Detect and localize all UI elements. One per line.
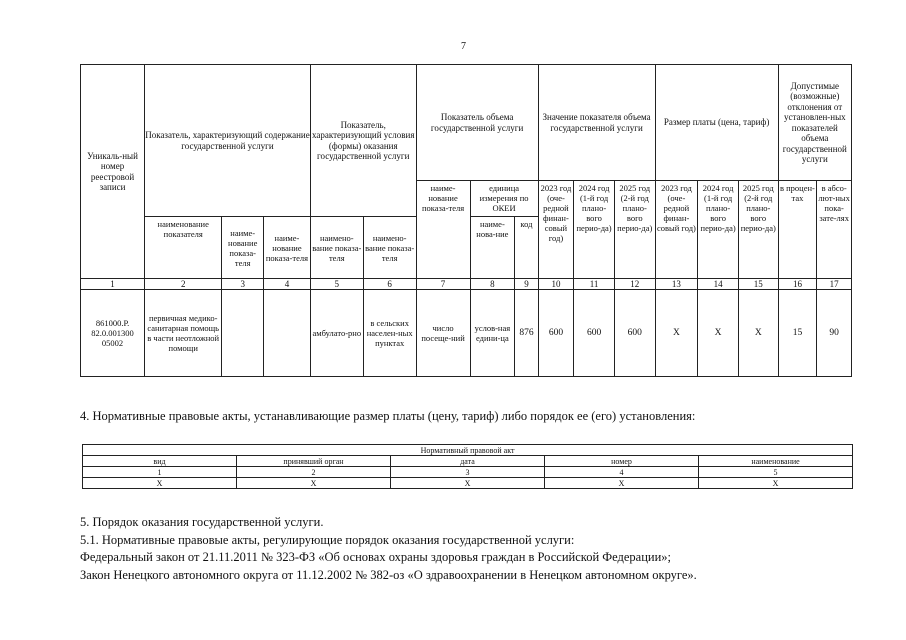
fee-2025-cell: Х bbox=[738, 290, 778, 377]
column-number: 3 bbox=[391, 467, 545, 478]
legal-act-cell: Х bbox=[699, 478, 853, 489]
legal-act-cell: Х bbox=[83, 478, 237, 489]
header-value-2024: 2024 год (1-й год плано-вого перио-да) bbox=[574, 181, 615, 279]
section-4-title: 4. Нормативные правовые акты, устанавливающие размер платы (цену, тариф) либо порядок ее (его) установления: bbox=[80, 409, 696, 423]
fee-2023-cell: Х bbox=[655, 290, 698, 377]
header-unit-name: наиме-нова-ние bbox=[470, 217, 515, 279]
legal-act-column-type: вид bbox=[83, 456, 237, 467]
legal-act-column-authority: принявший орган bbox=[237, 456, 391, 467]
column-number: 12 bbox=[614, 279, 655, 290]
deviation-percent-cell: 15 bbox=[778, 290, 817, 377]
column-number: 7 bbox=[416, 279, 470, 290]
unit-name-cell: услов-ная едини-ца bbox=[470, 290, 515, 377]
column-number: 5 bbox=[699, 467, 853, 478]
header-registry-number: Уникаль-ный номер реестровой записи bbox=[81, 65, 145, 279]
header-unit-code: код bbox=[515, 217, 538, 279]
column-number: 4 bbox=[264, 279, 311, 290]
column-number: 13 bbox=[655, 279, 698, 290]
column-number: 5 bbox=[310, 279, 363, 290]
content-indicator-cell-2 bbox=[222, 290, 264, 377]
column-number: 8 bbox=[470, 279, 515, 290]
value-2024-cell: 600 bbox=[574, 290, 615, 377]
column-number: 16 bbox=[778, 279, 817, 290]
registry-number-cell: 861000.Р. 82.0.001300 05002 bbox=[81, 290, 145, 377]
column-number: 1 bbox=[81, 279, 145, 290]
header-deviation: Допустимые (возможные) отклонения от установлен-ных показателей объема государственной услуги bbox=[778, 65, 851, 181]
header-content-name-3: наиме-нование показа-теля bbox=[264, 217, 311, 279]
column-number: 11 bbox=[574, 279, 615, 290]
legal-act-column-number: номер bbox=[545, 456, 699, 467]
header-condition-name-2: наимено-вание показа-теля bbox=[363, 217, 416, 279]
legal-act-column-date: дата bbox=[391, 456, 545, 467]
federal-law-reference: Федеральный закон от 21.11.2011 № 323-ФЗ «Об основах охраны здоровья граждан в Российской Федерации»; bbox=[80, 550, 672, 564]
header-value-2023: 2023 год (оче-редной финан-совый год) bbox=[538, 181, 574, 279]
unit-code-cell: 876 bbox=[515, 290, 538, 377]
column-number: 1 bbox=[83, 467, 237, 478]
column-number: 15 bbox=[738, 279, 778, 290]
column-number: 2 bbox=[237, 467, 391, 478]
header-conditions-indicator: Показатель, характеризующий условия (формы) оказания государственной услуги bbox=[310, 65, 416, 217]
header-fee-2023: 2023 год (оче-редной финан-совый год) bbox=[655, 181, 698, 279]
header-unit-okei: единица измерения по ОКЕИ bbox=[470, 181, 538, 217]
condition-cell-1: амбулато-рно bbox=[310, 290, 363, 377]
column-number: 3 bbox=[222, 279, 264, 290]
header-fee: Размер платы (цена, тариф) bbox=[655, 65, 778, 181]
header-content-indicator: Показатель, характеризующий содержание государственной услуги bbox=[145, 65, 311, 217]
content-indicator-cell-3 bbox=[264, 290, 311, 377]
column-number: 14 bbox=[698, 279, 739, 290]
legal-acts-table bbox=[82, 444, 853, 489]
legal-act-column-name: наименование bbox=[699, 456, 853, 467]
volume-name-cell: число посеще-ний bbox=[416, 290, 470, 377]
section-5-1-title: 5.1. Нормативные правовые акты, регулирующие порядок оказания государственной услуги: bbox=[80, 532, 575, 547]
header-volume-value: Значение показателя объема государственной услуги bbox=[538, 65, 655, 181]
header-condition-name-1: наимено-вание показа-теля bbox=[310, 217, 363, 279]
section-5-title: 5. Порядок оказания государственной услуги. bbox=[80, 515, 324, 529]
header-content-name-2: наиме-нование показа-теля bbox=[222, 217, 264, 279]
page-number: 7 bbox=[461, 41, 466, 52]
volume-indicators-table bbox=[80, 64, 852, 377]
header-fee-2024: 2024 год (1-й год плано-вого перио-да) bbox=[698, 181, 739, 279]
header-value-2025: 2025 год (2-й год плано-вого перио-да) bbox=[614, 181, 655, 279]
fee-2024-cell: Х bbox=[698, 290, 739, 377]
legal-act-cell: Х bbox=[391, 478, 545, 489]
column-number: 6 bbox=[363, 279, 416, 290]
legal-act-cell: Х bbox=[545, 478, 699, 489]
column-number: 10 bbox=[538, 279, 574, 290]
value-2023-cell: 600 bbox=[538, 290, 574, 377]
legal-act-header: Нормативный правовой акт bbox=[83, 445, 853, 456]
header-deviation-percent: в процен-тах bbox=[778, 181, 817, 279]
legal-act-cell: Х bbox=[237, 478, 391, 489]
header-content-name-1: наименование показателя bbox=[145, 217, 222, 279]
column-number: 17 bbox=[817, 279, 852, 290]
content-indicator-cell: первичная медико-санитарная помощь в части неотложной помощи bbox=[145, 290, 222, 377]
column-number: 2 bbox=[145, 279, 222, 290]
condition-cell-2: в сельских населен-ных пунктах bbox=[363, 290, 416, 377]
header-fee-2025: 2025 год (2-й год плано-вого перио-да) bbox=[738, 181, 778, 279]
table-row bbox=[83, 478, 853, 489]
header-deviation-absolute: в абсо-лют-ных пока-зате-лях bbox=[817, 181, 852, 279]
header-volume-indicator: Показатель объема государственной услуги bbox=[416, 65, 538, 181]
deviation-absolute-cell: 90 bbox=[817, 290, 852, 377]
column-number: 4 bbox=[545, 467, 699, 478]
value-2025-cell: 600 bbox=[614, 290, 655, 377]
regional-law-reference: Закон Ненецкого автономного округа от 11.12.2002 № 382-оз «О здравоохранении в Ненецком автономном округе». bbox=[80, 567, 697, 582]
header-volume-name: наиме-нование показа-теля bbox=[416, 181, 470, 279]
column-number: 9 bbox=[515, 279, 538, 290]
table-row bbox=[81, 290, 852, 377]
service-procedure-section bbox=[80, 514, 697, 584]
